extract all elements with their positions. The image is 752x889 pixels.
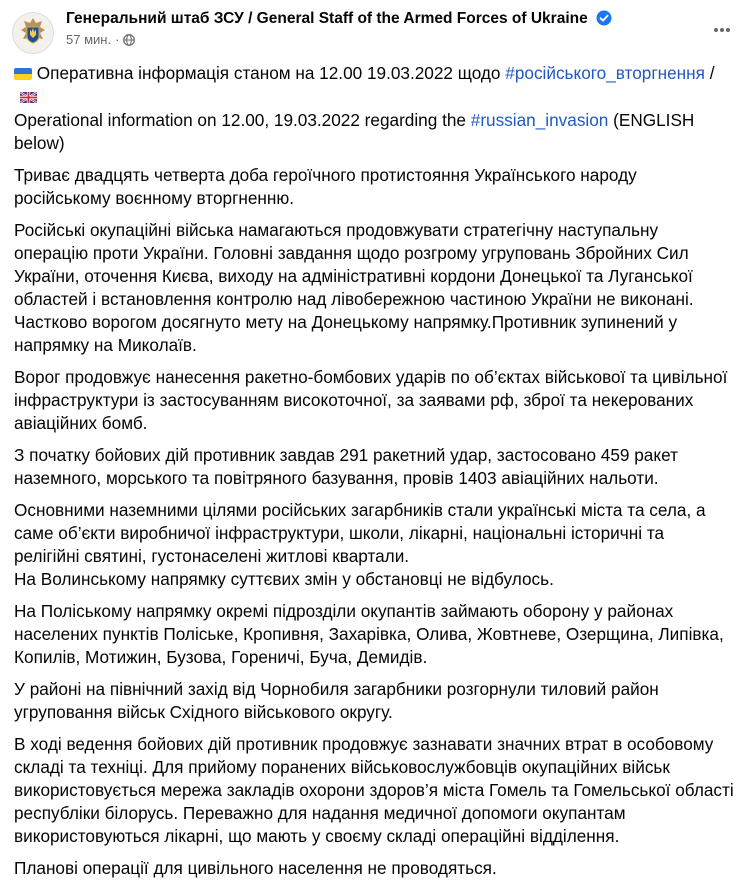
- ukraine-flag-icon: [14, 68, 32, 80]
- author-name-text[interactable]: Генеральний штаб ЗСУ / General Staff of the Armed Forces of Ukraine: [66, 10, 588, 27]
- paragraph: Російські окупаційні війська намагаються продовжувати стратегічну наступальну операцію проти України. Головні завдання щодо розгрому угруповань Збройних Сил України, оточення Києва, виходу на адміністративні кордони Донецької та Луганської областей і встановлення контролю над лівобережною частиною України не виконані. Частково ворогом досягнуто мету на Донецькому напрямку.Противник зупинений у напрямку на Миколаїв.: [14, 220, 694, 355]
- meta-separator: ·: [115, 32, 120, 47]
- post-content: [14, 62, 734, 889]
- post-meta: [66, 32, 135, 49]
- timestamp[interactable]: 57 мин.: [66, 32, 112, 47]
- uk-flag-icon: [20, 86, 37, 109]
- paragraph-part: Основними наземними цілями російських загарбників стали українські міста та села, а саме об’єкти виробничої інфраструктури, школи, лікарні, національні історичні та релігійні святині, густонаселені житлові квартали.: [14, 500, 706, 566]
- headline-en-suffix: (ENGLISH below): [14, 110, 695, 153]
- paragraph: Ворог продовжує нанесення ракетно-бомбових ударів по об’єктах військової та цивільної інфраструктури із застосуванням високоточної, за заявами рф, зброї та некерованих авіаційних бомб.: [14, 367, 728, 433]
- headline-ua-text: Оперативна інформація станом на 12.00 19.03.2022 щодо: [36, 63, 501, 83]
- paragraph: Триває двадцять четверта доба героїчного протистояння Українського народу російському воєнному вторгненню.: [14, 165, 637, 208]
- paragraph: У районі на північний захід від Чорнобиля загарбники розгорнули тиловий район угруповання військ Східного військового округу.: [14, 679, 659, 722]
- paragraph: Планові операції для цивільного населення не проводяться.: [14, 858, 497, 878]
- paragraph: В ході ведення бойових дій противник продовжує зазнавати значних втрат в особовому складі та техніці. Для прийому поранених військовослужбовців окупаційних військ використовується мережа закладів охорони здоров’я міста Гомель та Гомельської області республіки білорусь. Переважно для надання медичної допомоги окупантам використовуються лікарні, що мають у своєму складі операційні відділення.: [14, 734, 734, 846]
- paragraph-with-break: [14, 499, 734, 591]
- more-horizontal-icon: [712, 20, 732, 40]
- more-options-button[interactable]: [704, 12, 740, 48]
- paragraph: З початку бойових дій противник завдав 291 ракетний удар, застосовано 459 ракет наземного, морського та повітряного базування, провів 1403 авіаційних нальоти.: [14, 445, 678, 488]
- paragraph: На Поліському напрямку окремі підрозділи окупантів займають оборону у районах населених пунктів Поліське, Кропивня, Захарівка, Олива, Жовтневе, Озерщина, Липівка, Копилів, Мотижин, Бузова, Гореничі, Буча, Демидів.: [14, 601, 724, 667]
- headline-en-text: Operational information on 12.00, 19.03.2022 regarding the: [14, 110, 466, 130]
- hashtag-russian-invasion-en[interactable]: #russian_invasion: [470, 110, 609, 130]
- post-header: [12, 8, 740, 58]
- verified-badge-icon: [596, 10, 612, 31]
- paragraph-part: На Волинському напрямку суттєвих змін у обстановці не відбулось.: [14, 569, 554, 589]
- globe-icon[interactable]: [123, 34, 135, 49]
- headline-slash: /: [709, 63, 715, 83]
- hashtag-russian-invasion-ua[interactable]: #російського_вторгнення: [505, 63, 705, 83]
- avatar[interactable]: [12, 12, 54, 54]
- headline: [14, 62, 734, 155]
- author-name[interactable]: [66, 10, 612, 31]
